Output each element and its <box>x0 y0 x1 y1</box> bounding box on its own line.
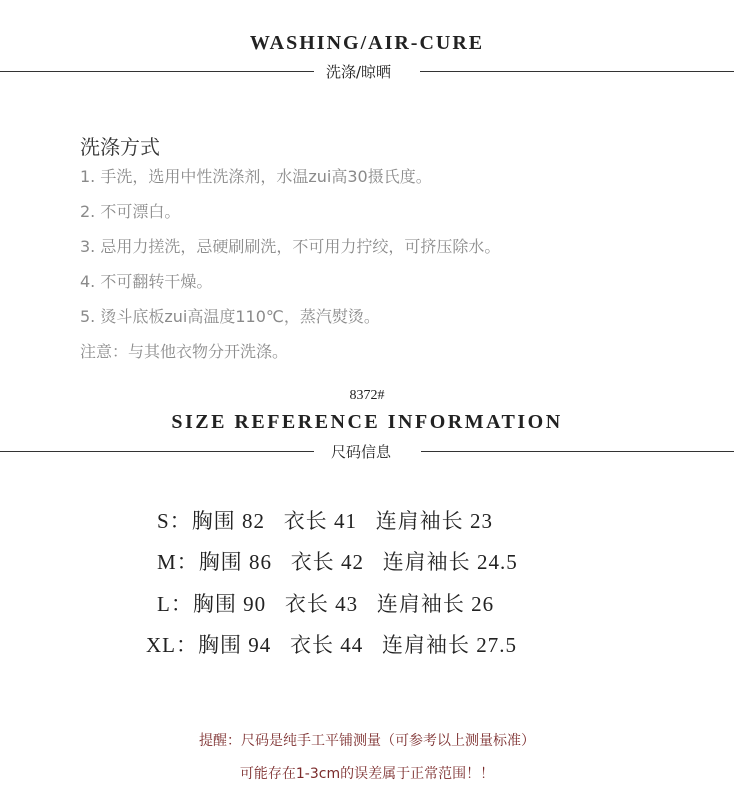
sleeve-value: 24.5 <box>476 550 518 574</box>
washing-note: 注意：与其他衣物分开洗涤。 <box>80 342 289 361</box>
washing-rule-right <box>420 71 734 72</box>
size-rule-left <box>0 451 314 452</box>
washing-title: WASHING/AIR-CURE <box>249 32 485 54</box>
size-row-xl <box>146 629 517 659</box>
size-label: M： <box>157 550 199 574</box>
washing-item-2: 2. 不可漂白。 <box>80 202 181 221</box>
measurement-note-1: 提醒：尺码是纯手工平铺测量（可参考以上测量标准） <box>199 733 535 749</box>
washing-rule-left <box>0 71 314 72</box>
sleeve-value: 23 <box>469 509 493 533</box>
length-value: 43 <box>335 592 359 616</box>
length-label: 衣长 <box>290 550 335 574</box>
sleeve-value: 26 <box>471 592 495 616</box>
length-value: 44 <box>340 633 364 657</box>
size-row-m <box>157 546 518 576</box>
washing-list <box>80 166 500 376</box>
size-row-l <box>157 588 494 618</box>
length-label: 衣长 <box>284 592 329 616</box>
sleeve-label: 连肩袖长 <box>376 592 465 616</box>
bust-label: 胸围 <box>192 592 237 616</box>
sleeve-label: 连肩袖长 <box>382 550 471 574</box>
sleeve-value: 27.5 <box>476 633 517 657</box>
length-value: 41 <box>333 509 357 533</box>
bust-label: 胸围 <box>191 509 236 533</box>
size-row-s <box>157 505 493 535</box>
sleeve-label: 连肩袖长 <box>382 633 470 657</box>
size-rule-right <box>421 451 734 452</box>
washing-item-3: 3. 忌用力搓洗，忌硬刷刷洗，不可用力拧绞，可挤压除水。 <box>80 237 501 256</box>
size-label: S： <box>157 509 192 533</box>
sleeve-label: 连肩袖长 <box>375 509 464 533</box>
washing-item-5: 5. 烫斗底板zui高温度110℃，蒸汽熨烫。 <box>80 307 380 326</box>
bust-value: 82 <box>241 509 265 533</box>
washing-item-4: 4. 不可翻转干燥。 <box>80 272 213 291</box>
size-label: XL： <box>146 633 198 657</box>
bust-value: 94 <box>248 633 272 657</box>
bust-label: 胸围 <box>198 550 243 574</box>
bust-label: 胸围 <box>198 633 242 657</box>
length-label: 衣长 <box>283 509 328 533</box>
washing-method-heading: 洗涤方式 <box>80 135 160 159</box>
bust-value: 86 <box>248 550 272 574</box>
size-label: L： <box>157 592 193 616</box>
length-label: 衣长 <box>290 633 334 657</box>
size-title: SIZE REFERENCE INFORMATION <box>171 411 563 433</box>
measurement-note-2: 可能存在1-3cm的误差属于正常范围！！ <box>239 766 495 782</box>
size-subtitle: 尺码信息 <box>331 443 392 461</box>
washing-item-1: 1. 手洗，选用中性洗涤剂，水温zui高30摄氏度。 <box>80 167 432 186</box>
washing-subtitle: 洗涤/晾晒 <box>326 63 392 81</box>
length-value: 42 <box>340 550 364 574</box>
bust-value: 90 <box>243 592 267 616</box>
model-code: 8372# <box>349 388 385 403</box>
